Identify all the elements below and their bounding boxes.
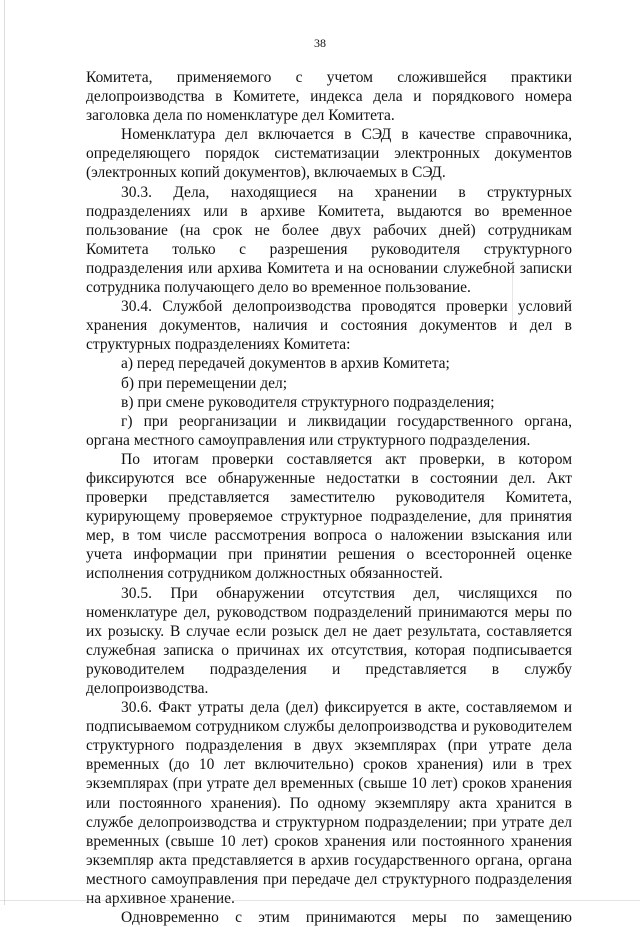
paragraph-inspection-results: По итогам проверки составляется акт проверки, в котором фиксируются все обнаруженные недостатки в состоянии дел. Акт проверки представляется заместителю руководителя Комитета, курирующему проверяемое структурное подразделение, для принятия мер, в том числе рассмотрения вопроса о наложении взыскания или учета информации при принятии решения о всесторонней оценке исполнения сотрудником должностных обязанностей. xyxy=(86,450,572,583)
body-text xyxy=(86,68,572,927)
paragraph-nomenclature: Номенклатура дел включается в СЭД в качестве справочника, определяющего порядок систематизации электронных документов (электронных копий документов), включаемых в СЭД. xyxy=(86,126,572,182)
scan-margin-mark-right xyxy=(512,258,513,328)
paragraph-30-6: 30.6. Факт утраты дела (дел) фиксируется в акте, составляемом и подписываемом сотрудником службы делопроизводства и руководителем структурного подразделения в двух экземплярах (при утрате дела временных (до 10 лет включительно) сроков хранения) или в трех экземплярах (при утрате дел временных (свыше 10 лет) сроков хранения или постоянного хранения). По одному экземпляру акта хранится в службе делопроизводства и структурном подразделении; при утрате дел временных (свыше 10 лет) сроков хранения или постоянного хранения экземпляр акта представляется в архив государственного органа, органа местного самоуправления при передаче дел структурного подразделения на архивное хранение. xyxy=(86,699,572,908)
list-item-v: в) при смене руководителя структурного подразделения; xyxy=(121,393,495,411)
page-number: 38 xyxy=(314,36,326,50)
scan-margin-line-left xyxy=(4,0,5,905)
list-item-a: а) перед передачей документов в архив Комитета; xyxy=(121,355,450,373)
paragraph-continuation: Комитета, применяемого с учетом сложившейся практики делопроизводства в Комитете, индекса дела и порядкового номера заголовка дела по номенклатуре дел Комитета. xyxy=(86,69,572,125)
paragraph-30-4: 30.4. Службой делопроизводства проводятся проверки условий хранения документов, наличия и состояния документов и дел в структурных подразделениях Комитета: xyxy=(86,298,572,354)
list-item-b: б) при перемещении дел; xyxy=(121,374,288,392)
paragraph-simultaneously: Одновременно с этим принимаются меры по замещению xyxy=(121,909,572,927)
list-item-g: г) при реорганизации и ликвидации государственного органа, органа местного самоуправления или структурного подразделения. xyxy=(86,412,572,449)
paragraph-30-5: 30.5. При обнаружении отсутствия дел, числящихся по номенклатуре дел, руководством подразделений принимаются меры по их розыску. В случае если розыск дел не дает результата, составляется служебная записка о причинах их отсутствия, которая подписывается руководителем подразделения и представляется в службу делопроизводства. xyxy=(86,584,572,697)
paragraph-30-3: 30.3. Дела, находящиеся на хранении в структурных подразделениях или в архиве Комитета, выдаются во временное пользование (на срок не более двух рабочих дней) сотрудникам Комитета только с разрешения руководителя структурного подразделения или архива Комитета и на основании служебной записки сотрудника получающего дело во временное пользование. xyxy=(86,183,572,297)
scan-margin-mark-bottom xyxy=(0,900,640,901)
